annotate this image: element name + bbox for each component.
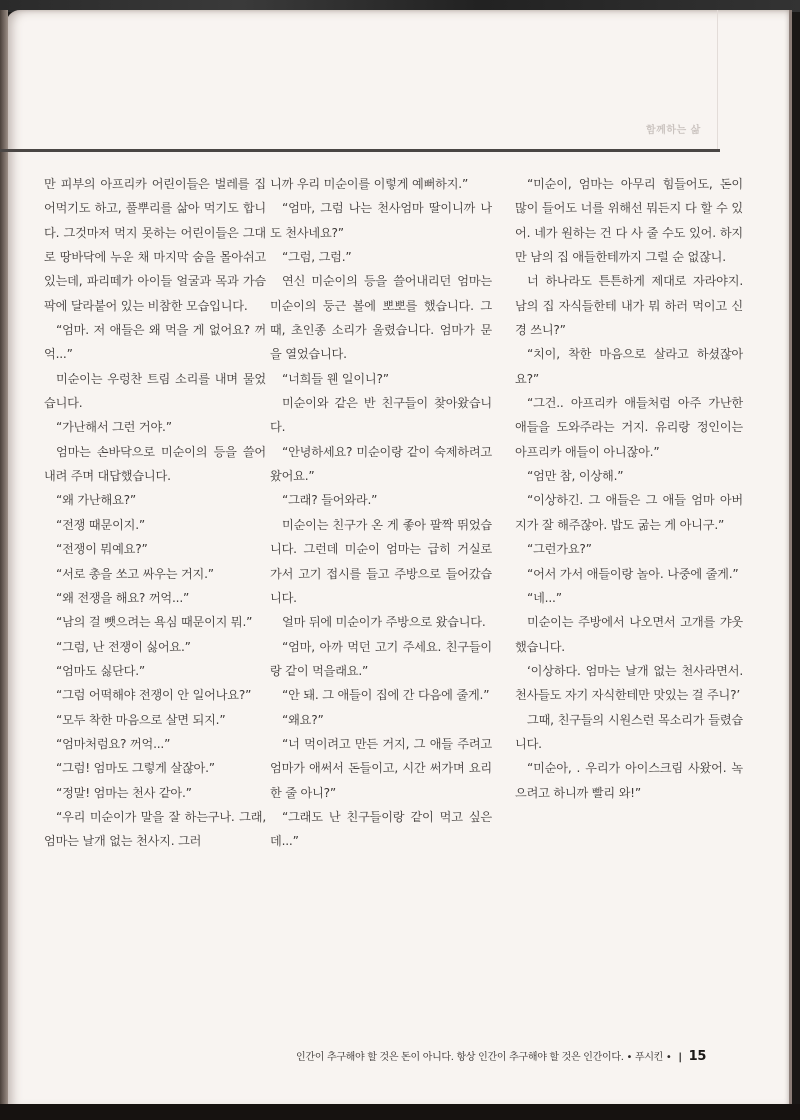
- paragraph: “엄마. 저 애들은 왜 먹을 게 없어요? 꺼억...”: [44, 323, 266, 362]
- paragraph: ‘이상하다. 엄마는 날개 없는 천사라면서. 천사들도 자기 자식한테만 맛있는 걸 주니?’: [515, 663, 743, 703]
- paragraph: “어서 가서 애들이랑 놀아. 나중에 줄게.”: [527, 566, 739, 581]
- footer-author: • 푸시킨 •: [626, 1052, 672, 1063]
- paragraph: “그럼! 엄마도 그렇게 살잖아.”: [56, 761, 215, 776]
- paragraph: “남의 걸 뺏으려는 욕심 때문이지 뭐.”: [56, 615, 253, 630]
- paragraph: 니까 우리 미순이를 이렇게 예뻐하지.”: [270, 177, 469, 191]
- footer-separator: |: [678, 1052, 682, 1063]
- header-divider-vertical: [717, 10, 718, 150]
- paragraph: 미순이는 우렁찬 트림 소리를 내며 물었습니다.: [44, 371, 266, 411]
- paragraph: “그런가요?”: [527, 542, 592, 557]
- footer-quote: 인간이 추구해야 할 것은 돈이 아니다. 항상 인간이 추구해야 할 것은 인간이다.: [296, 1052, 624, 1063]
- paragraph: “안 돼. 그 애들이 집에 간 다음에 줄게.”: [282, 688, 490, 703]
- paragraph: “미순이, 엄마는 아무리 힘들어도, 돈이 많이 들어도 너를 위해선 뭐든지 다 할 수 있어. 네가 원하는 건 다 사 줄 수도 있어. 하지만 남의 집 애들한테까지 그럴 순 없잖니.: [515, 177, 743, 265]
- paragraph: 미순이는 친구가 온 게 좋아 팔짝 뛰었습니다. 그런데 미순이 엄마는 급히 거실로 가서 고기 접시를 들고 주방으로 들어갔습니다.: [270, 517, 492, 605]
- paragraph: 미순이와 같은 반 친구들이 찾아왔습니다.: [270, 396, 492, 435]
- paragraph: 미순이는 주방에서 나오면서 고개를 갸웃했습니다.: [515, 615, 743, 654]
- paragraph: “서로 총을 쏘고 싸우는 거지.”: [56, 566, 214, 581]
- paragraph: “엄마도 싫단다.”: [56, 663, 146, 678]
- page-number: 15: [688, 1049, 707, 1064]
- header-rule: [0, 149, 720, 152]
- paragraph: 그때, 친구들의 시원스런 목소리가 들렸습니다.: [515, 712, 743, 751]
- paragraph: “미순아, . 우리가 아이스크림 사왔어. 녹으려고 하니까 빨리 와!”: [515, 761, 743, 800]
- paragraph: 너 하나라도 튼튼하게 제대로 자라야지. 남의 집 자식들한테 내가 뭐 하러 먹이고 신경 쓰니?”: [515, 274, 743, 338]
- paragraph: “그래도 난 친구들이랑 같이 먹고 싶은데...”: [270, 809, 492, 849]
- text-column-1: [44, 172, 266, 854]
- paragraph: “엄마, 아까 먹던 고기 주세요. 친구들이랑 같이 먹을래요.”: [270, 639, 492, 678]
- text-column-2: [270, 172, 492, 854]
- paragraph: “우리 미순이가 말을 잘 하는구나. 그래, 엄마는 날개 없는 천사지. 그러: [44, 809, 266, 849]
- section-label: 함께하는 삶: [646, 125, 701, 136]
- paragraph: 만 피부의 아프리카 어린이들은 벌레를 집어먹기도 하고, 풀뿌리를 삶아 먹기도 합니다. 그것마저 먹지 못하는 어린이들은 그대로 땅바닥에 누운 채 마지막 숨을 몰아쉬고 있는데, 파리떼가 아이들 얼굴과 목과 가슴팍에 달라붙어 있는 비참한 모습입니다.: [44, 177, 266, 313]
- paragraph: “왜 가난해요?”: [56, 493, 137, 508]
- paragraph: “왜 전쟁을 해요? 꺼억...”: [56, 590, 190, 605]
- paragraph: “너희들 웬 일이니?”: [282, 371, 389, 386]
- page-right-edge: [789, 10, 792, 1110]
- paragraph: “왜요?”: [282, 712, 324, 727]
- page-gutter-shadow: [0, 10, 8, 1110]
- paragraph: “전쟁이 뭐예요?”: [56, 542, 148, 557]
- paragraph: “네...”: [527, 590, 562, 605]
- paragraph: “전쟁 때문이지.”: [56, 517, 146, 532]
- paragraph: “치이, 착한 마음으로 살라고 하셨잖아요?”: [515, 347, 743, 386]
- paragraph: “엄마, 그럼 나는 천사엄마 딸이니까 나도 천사네요?”: [270, 201, 492, 240]
- scan-bottom-edge: [0, 1104, 800, 1120]
- paragraph: “모두 착한 마음으로 살면 되지.”: [56, 712, 226, 727]
- paragraph: 엄마는 손바닥으로 미순이의 등을 쓸어내려 주며 대답했습니다.: [44, 444, 266, 484]
- paragraph: “엄만 참, 이상해.”: [527, 469, 624, 484]
- paragraph: “정말! 엄마는 천사 같아.”: [56, 785, 192, 800]
- paragraph: “너 먹이려고 만든 거지, 그 애들 주려고 엄마가 애써서 돈들이고, 시간 써가며 요리한 줄 아니?”: [270, 736, 492, 800]
- paragraph: “가난해서 그런 거야.”: [56, 420, 172, 435]
- paragraph: 연신 미순이의 등을 쓸어내리던 엄마는 미순이의 둥근 볼에 뽀뽀를 했습니다. 그 때, 초인종 소리가 울렸습니다. 엄마가 문을 열었습니다.: [270, 274, 492, 362]
- paragraph: “그래? 들어와라.”: [282, 493, 378, 508]
- paragraph: 얼마 뒤에 미순이가 주방으로 왔습니다.: [282, 615, 486, 630]
- paragraph: “엄마처럼요? 꺼억...”: [56, 736, 171, 751]
- paragraph: “이상하긴. 그 애들은 그 애들 엄마 아버지가 잘 해주잖아. 밥도 굶는 게 아니구.”: [515, 493, 743, 532]
- paragraph: “안녕하세요? 미순이랑 같이 숙제하려고 왔어요.”: [270, 444, 492, 484]
- paragraph: “그럼 어떡해야 전쟁이 안 일어나요?”: [56, 688, 252, 703]
- paragraph: “그럼, 난 전쟁이 싫어요.”: [56, 639, 191, 654]
- page-footer: [296, 1048, 706, 1064]
- text-column-3: [515, 172, 743, 805]
- paragraph: “그럼, 그럼.”: [282, 250, 352, 265]
- paragraph: “그건.. 아프리카 애들처럼 아주 가난한 애들을 도와주라는 거지. 유리랑 정인이는 아프리카 애들이 아니잖아.”: [515, 396, 743, 459]
